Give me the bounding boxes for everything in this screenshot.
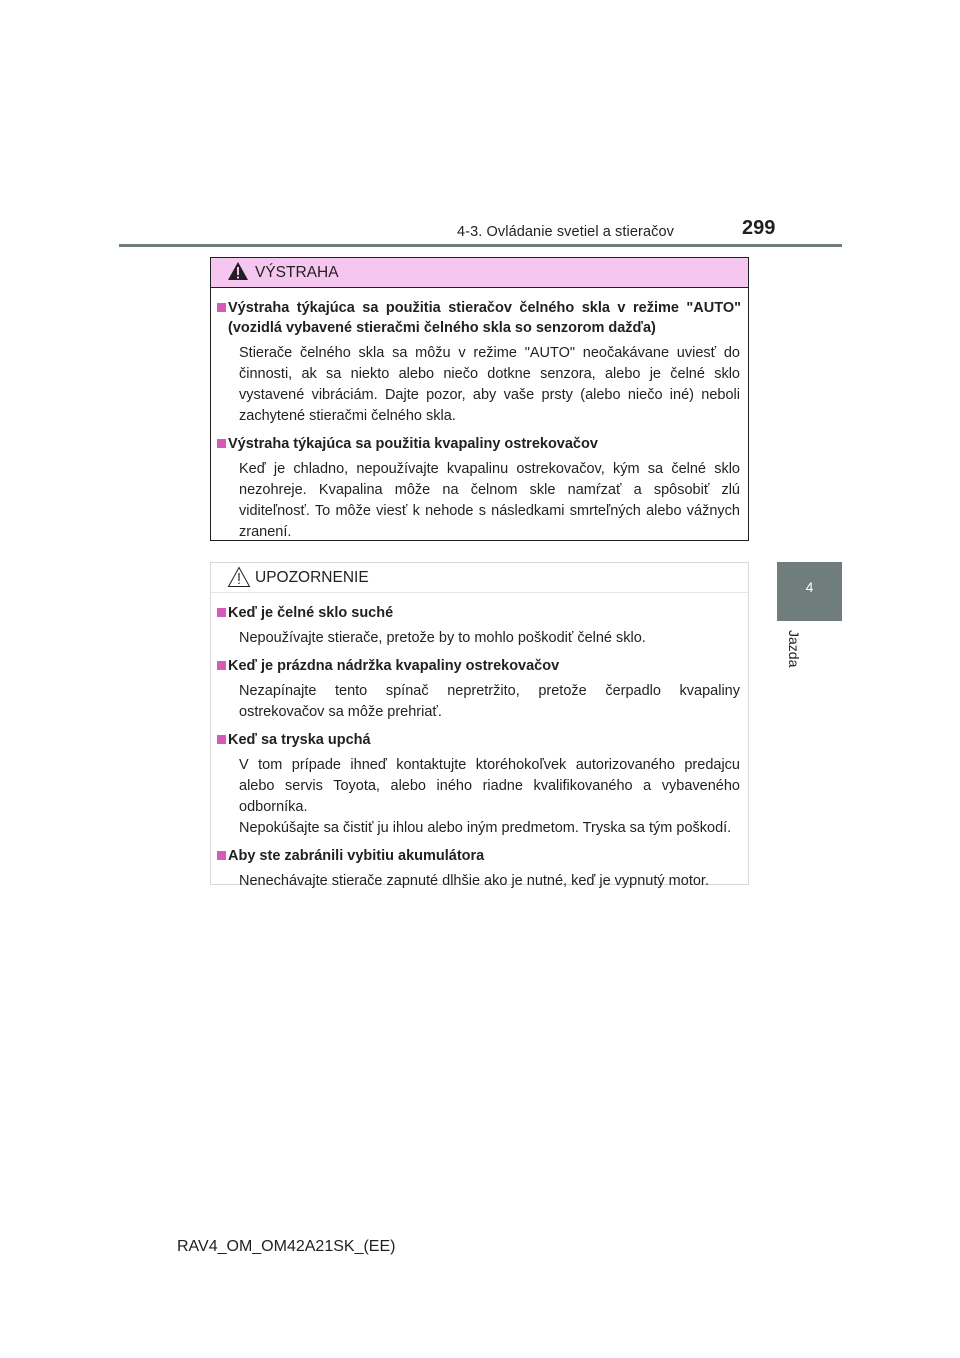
warning-triangle-icon: [227, 261, 249, 281]
warning-item-text: Stierače čelného skla sa môžu v režime "AUTO" neočakávane uviesť do činnosti, ak sa niekto alebo niečo dotkne senzora, alebo je čelné sklo vystavené vibráciám. Dajte pozor, aby vaše prsty (alebo niečo iné) neboli zachytené stieračmi čelného skla.: [239, 345, 740, 424]
caution-item-text: [218, 755, 741, 818]
caution-item-heading: Aby ste zabránili vybitiu akumulátora: [218, 846, 741, 866]
bullet-square-icon: [217, 439, 226, 448]
bullet-square-icon: [217, 608, 226, 617]
bullet-square-icon: [217, 303, 226, 312]
caution-header: [211, 563, 748, 593]
bullet-square-icon: [217, 661, 226, 670]
chapter-label: Jazda: [786, 630, 802, 668]
bullet-square-icon: [217, 851, 226, 860]
bullet-square-icon: [217, 735, 226, 744]
caution-box: [210, 562, 749, 889]
caution-item-text: Nepoužívajte stierače, pretože by to mohlo poškodiť čelné sklo.: [239, 630, 646, 646]
warning-body: [211, 288, 748, 543]
page-number: 299: [742, 217, 776, 239]
document-code: RAV4_OM_OM42A21SK_(EE): [177, 1238, 396, 1255]
caution-item-text: Nepokúšajte sa čistiť ju ihlou alebo iným predmetom. Tryska sa tým poškodí.: [239, 820, 732, 836]
warning-box: [210, 257, 749, 541]
caution-triangle-icon: [227, 566, 251, 588]
caution-title: UPOZORNENIE: [255, 569, 369, 586]
caution-item-text: Nezapínajte tento spínač nepretržito, pretože čerpadlo kvapaliny ostrekovačov sa môže prehriať.: [239, 683, 740, 720]
caution-item-heading: Keď sa tryska upchá: [218, 730, 741, 750]
caution-item-text: Nenechávajte stierače zapnuté dlhšie ako je nutné, keď je vypnutý motor.: [239, 873, 709, 889]
caution-item-text-part: V tom prípade ihneď kontaktujte ktoréhokoľvek autorizovaného predajcu alebo servis Toyota, alebo iného riadne kvalifikovaného a vybaveného odborníka.: [239, 757, 740, 815]
chapter-number: 4: [805, 579, 814, 595]
warning-item-heading: Výstraha týkajúca sa použitia kvapaliny ostrekovačov: [218, 434, 741, 454]
warning-title: VÝSTRAHA: [255, 264, 339, 281]
warning-item-text: Keď je chladno, nepoužívajte kvapalinu ostrekovačov, kým sa čelné sklo nezohreje. Kvapalina môže na čelnom skle namŕzať a spôsobiť zlú viditeľnosť. To môže viesť k nehode s následkami smrteľných alebo vážnych zranení.: [239, 461, 740, 540]
caution-item-heading: Keď je čelné sklo suché: [218, 603, 741, 623]
caution-item-heading: Keď je prázdna nádržka kvapaliny ostrekovačov: [218, 656, 741, 676]
warning-item-heading: Výstraha týkajúca sa použitia stieračov čelného skla v režime "AUTO" (vozidlá vybavené stieračmi čelného skla so senzorom dažďa): [218, 298, 741, 338]
section-title: 4-3. Ovládanie svetiel a stieračov: [457, 224, 674, 240]
header-rule: [119, 244, 842, 247]
caution-body: [211, 593, 748, 892]
chapter-tab: [777, 562, 842, 621]
warning-header: [211, 258, 748, 288]
